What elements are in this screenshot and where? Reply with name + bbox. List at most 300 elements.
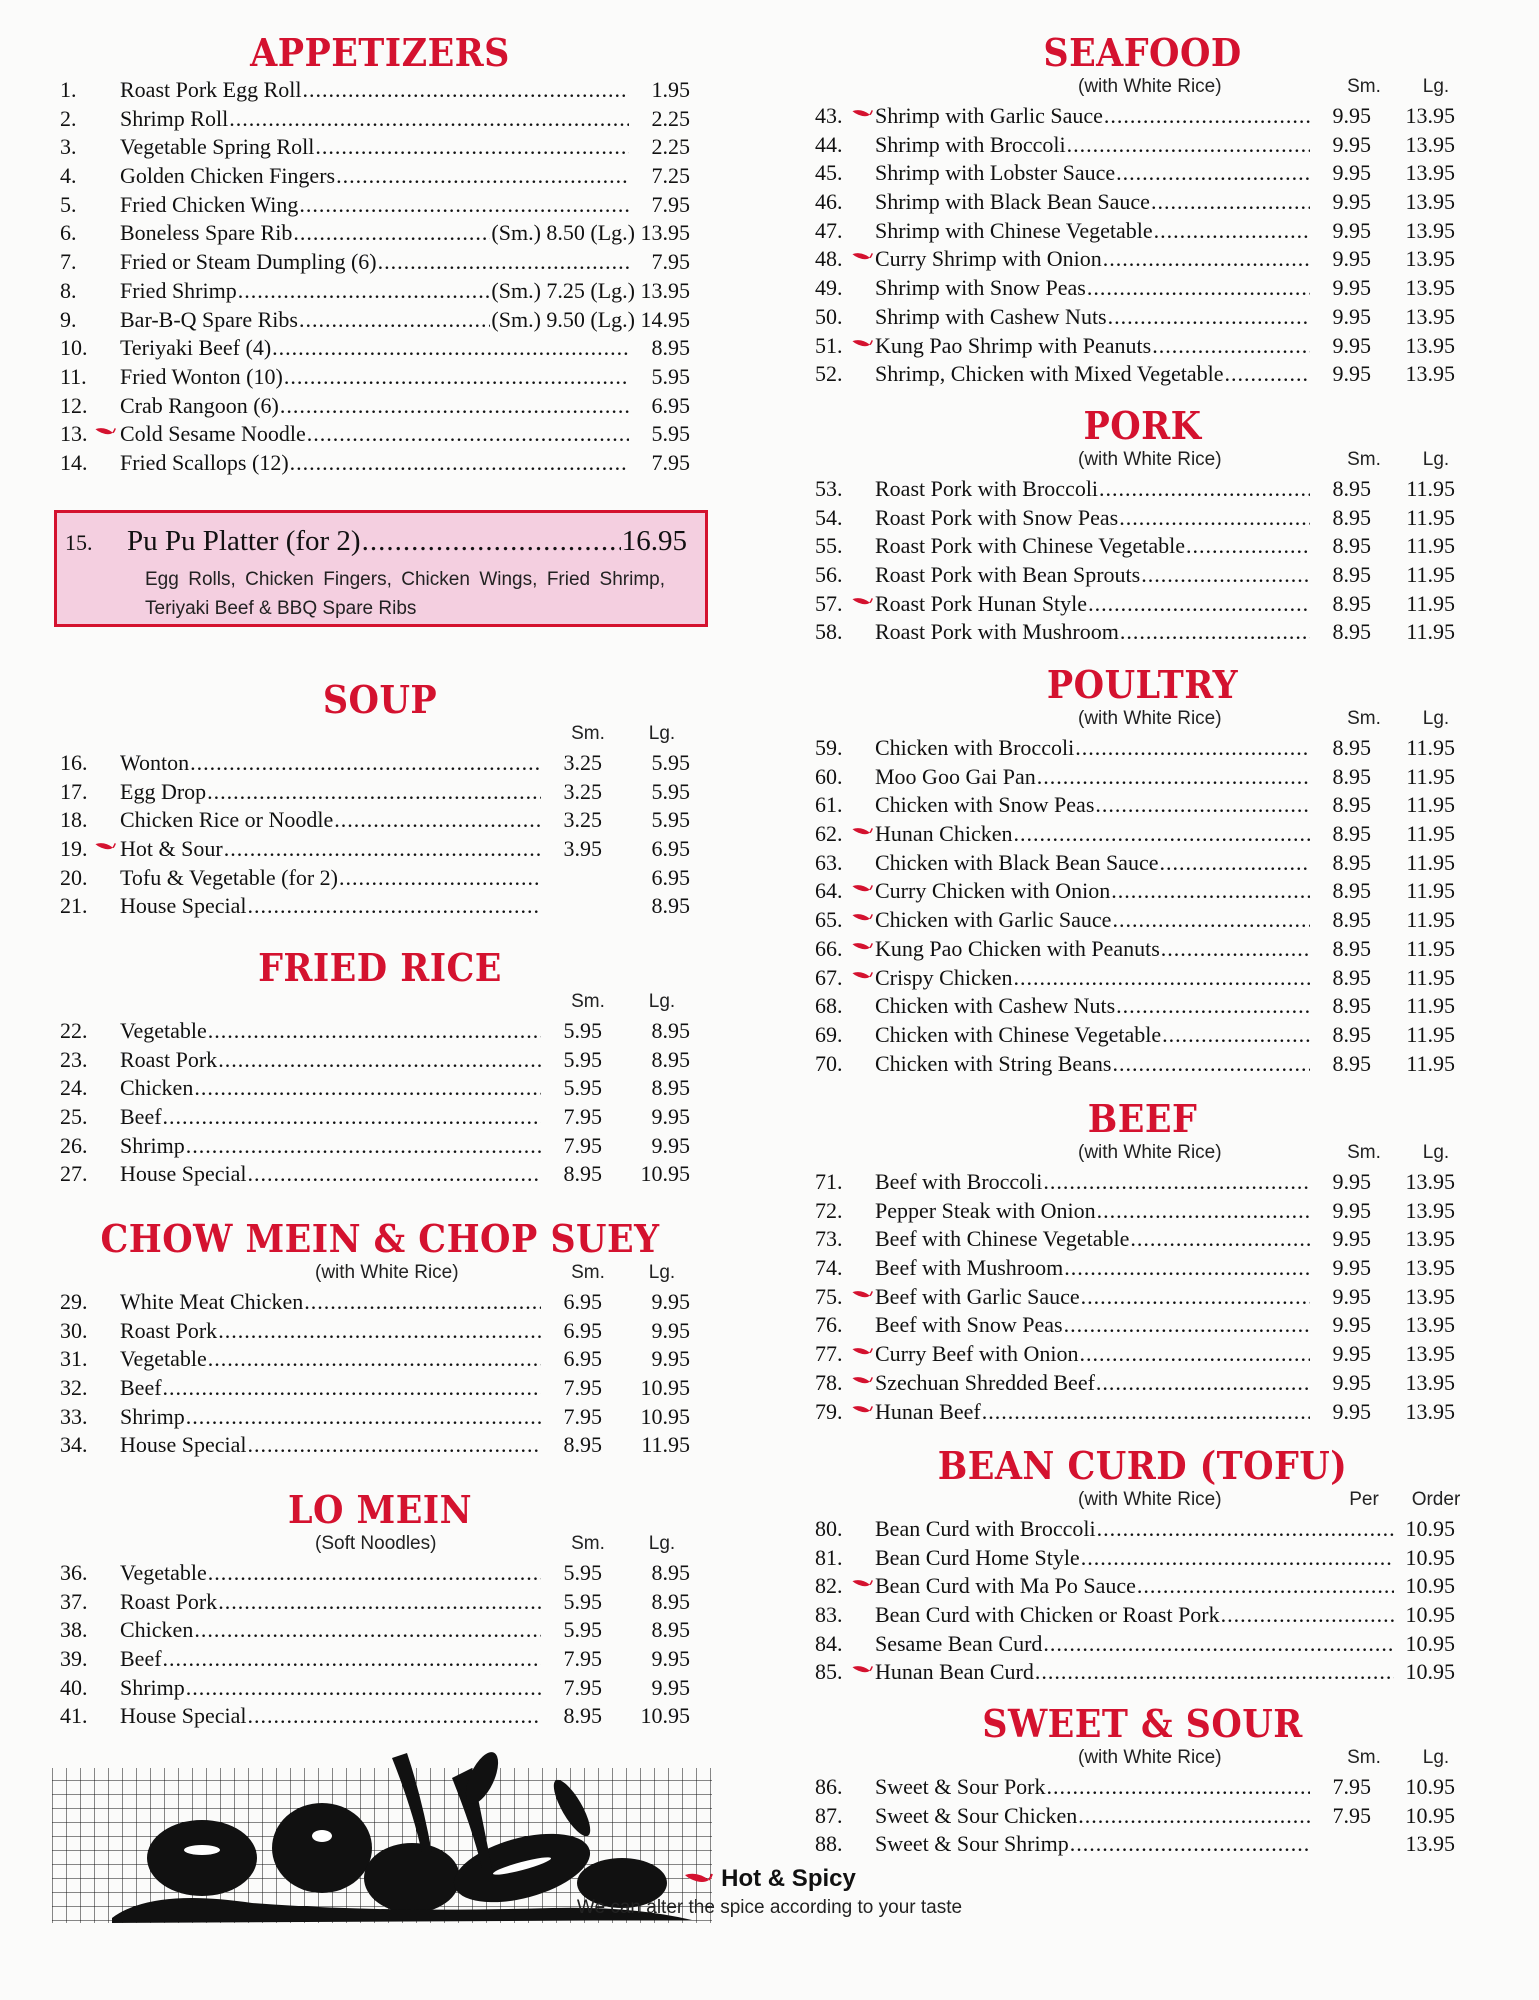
section-pork (815, 403, 1470, 647)
item-price-large: 13.95 (1405, 1283, 1455, 1309)
item-number: 47. (815, 217, 843, 243)
section-title: SEAFOOD (1043, 30, 1242, 75)
hot-spicy-legend (0, 1865, 1539, 1919)
column-header-large: Lg. (1422, 708, 1450, 729)
menu-item (815, 1773, 1455, 1802)
item-price-large: 11.95 (1406, 619, 1455, 645)
item-number: 29. (60, 1289, 88, 1314)
item-name: Beef with Broccoli (875, 1169, 1043, 1194)
item-number: 16. (60, 750, 88, 775)
dot-leader (247, 1702, 541, 1731)
dot-leader (1097, 1515, 1394, 1544)
menu-item (815, 1658, 1455, 1687)
item-price-large: 11.95 (1406, 907, 1455, 933)
dot-leader (1162, 1021, 1310, 1050)
dot-leader (1103, 245, 1310, 274)
dot-leader (1087, 274, 1310, 303)
dot-leader (272, 334, 629, 363)
section-soup (60, 677, 700, 921)
section-subheader (815, 1747, 1470, 1773)
item-name: Roast Pork with Snow Peas (875, 504, 1119, 530)
item-price-small: 8.95 (563, 1703, 602, 1729)
dot-leader (1111, 877, 1310, 906)
item-number: 41. (60, 1703, 88, 1729)
item-number: 17. (60, 778, 88, 804)
item-number: 66. (815, 935, 843, 961)
item-name: Shrimp with Black Bean Sauce (875, 189, 1150, 215)
menu-item (60, 1431, 690, 1460)
item-number: 5. (60, 191, 77, 217)
item-number: 51. (815, 332, 843, 358)
item-number: 37. (60, 1588, 88, 1614)
dot-leader (238, 277, 491, 306)
menu-item (815, 360, 1455, 389)
item-name: Sesame Bean Curd (875, 1630, 1043, 1656)
item-number: 50. (815, 303, 843, 329)
item-price-small: 5.95 (651, 363, 690, 389)
item-name: Chicken with Broccoli (875, 735, 1075, 760)
item-name: House Special (120, 1432, 247, 1458)
item-price-small: 10.95 (1405, 1659, 1455, 1685)
menu-item (60, 363, 690, 392)
menu-item (60, 778, 690, 807)
dot-leader (1088, 590, 1310, 619)
chili-pepper-icon (851, 107, 873, 121)
dot-leader (247, 892, 541, 921)
item-price-large: 9.95 (651, 1674, 690, 1700)
item-name: Chicken (120, 1075, 194, 1101)
dot-leader (1013, 820, 1310, 849)
section-subheader (815, 449, 1470, 475)
item-name: Sweet & Sour Chicken (875, 1802, 1078, 1828)
item-number: 73. (815, 1226, 843, 1252)
item-description: Egg Rolls, Chicken Fingers, Chicken Wings, Fried Shrimp, Teriyaki Beef & BBQ Spare Ribs (145, 569, 665, 619)
dot-leader (163, 1645, 541, 1674)
item-price-large: 13.95 (1405, 189, 1455, 215)
chili-pepper-icon (851, 1345, 873, 1359)
dot-leader (304, 1288, 541, 1317)
item-price-small: 3.95 (563, 836, 602, 862)
item-name: Chicken Rice or Noodle (120, 807, 334, 833)
item-name: Hunan Beef (875, 1398, 981, 1424)
menu-item (60, 277, 690, 306)
dot-leader (1095, 791, 1310, 820)
item-number: 49. (815, 275, 843, 301)
item-price-large: 11.95 (1406, 504, 1455, 530)
item-price-small: 9.95 (1332, 217, 1371, 243)
item-price-small: 8.95 (1332, 849, 1371, 875)
section-title: BEAN CURD (TOFU) (937, 1443, 1348, 1488)
item-name: Moo Goo Gai Pan (875, 763, 1036, 789)
menu-item (815, 102, 1455, 131)
item-name: Hot & Sour (120, 836, 223, 862)
item-name: Sweet & Sour Shrimp (875, 1831, 1069, 1857)
item-price-small: (Sm.) 9.50 (Lg.) 14.95 (491, 306, 690, 332)
item-number: 2. (60, 105, 77, 131)
item-name: Wonton (120, 750, 190, 775)
dot-leader (982, 1398, 1310, 1427)
item-name: Beef with Chinese Vegetable (875, 1226, 1130, 1252)
column-header-small: Sm. (1347, 1142, 1381, 1163)
menu-item (60, 420, 690, 449)
item-name: Chicken with Garlic Sauce (875, 907, 1112, 933)
dot-leader (1112, 1050, 1310, 1079)
item-price-large: 11.95 (1406, 964, 1455, 990)
menu-item (60, 1645, 690, 1674)
item-name: Fried or Steam Dumpling (6) (120, 249, 377, 275)
item-price-large: 10.95 (640, 1375, 690, 1401)
menu-item (815, 131, 1455, 160)
item-number: 87. (815, 1802, 843, 1828)
dot-leader (299, 191, 629, 220)
item-name: Roast Pork (120, 1046, 218, 1072)
item-price-small: 7.95 (1332, 1774, 1371, 1799)
dot-leader (1116, 992, 1310, 1021)
item-price-large: 11.95 (1406, 590, 1455, 616)
menu-item (60, 1588, 690, 1617)
item-number: 33. (60, 1403, 88, 1429)
item-price-small: 8.95 (1332, 533, 1371, 559)
dot-leader (1070, 1830, 1310, 1859)
chili-pepper-icon (851, 882, 873, 896)
menu-item (815, 561, 1455, 590)
chili-pepper-icon (851, 1663, 873, 1677)
item-name: Shrimp with Chinese Vegetable (875, 217, 1153, 243)
item-number: 44. (815, 131, 843, 157)
menu-item (815, 303, 1455, 332)
item-price-large: 13.95 (1405, 160, 1455, 186)
item-price-large: 9.95 (651, 1289, 690, 1314)
item-price-small: 5.95 (563, 1018, 602, 1043)
item-number: 84. (815, 1630, 843, 1656)
section-title: APPETIZERS (250, 30, 510, 75)
item-price-small: 9.95 (1332, 1197, 1371, 1223)
menu-item (815, 1802, 1455, 1831)
item-price-small: 7.95 (563, 1646, 602, 1672)
column-header-small: Sm. (1347, 76, 1381, 97)
menu-item (815, 849, 1455, 878)
item-price-large: 13.95 (1405, 103, 1455, 128)
item-number: 36. (60, 1560, 88, 1585)
dot-leader (1096, 1369, 1310, 1398)
item-price-large: 9.95 (651, 1646, 690, 1672)
item-number: 34. (60, 1432, 88, 1458)
item-price-large: 11.95 (1406, 935, 1455, 961)
item-price-small: 9.95 (1332, 361, 1371, 387)
column-header-small: Sm. (1347, 708, 1381, 729)
dot-leader (284, 363, 629, 392)
dot-leader (208, 1345, 541, 1374)
item-number: 13. (60, 421, 88, 447)
chili-pepper-icon (851, 969, 873, 983)
menu-item (815, 1515, 1455, 1544)
item-number: 88. (815, 1831, 843, 1857)
item-price-small: 7.25 (651, 163, 690, 189)
item-number: 64. (815, 878, 843, 904)
menu-item (815, 1021, 1455, 1050)
menu-item (60, 1374, 690, 1403)
column-header-small: Per (1349, 1489, 1379, 1510)
item-number: 40. (60, 1674, 88, 1700)
column-header-large: Lg. (648, 723, 676, 744)
item-number: 32. (60, 1375, 88, 1401)
item-price-small: 8.95 (1332, 504, 1371, 530)
item-price-small: 10.95 (1405, 1544, 1455, 1570)
menu-item (60, 1046, 690, 1075)
dot-leader (190, 749, 541, 778)
item-number: 39. (60, 1646, 88, 1672)
item-price-large: 13.95 (1405, 131, 1455, 157)
item-price-small: 2.25 (651, 105, 690, 131)
item-number: 69. (815, 1021, 843, 1047)
menu-item (815, 1369, 1455, 1398)
dot-leader (1099, 475, 1310, 504)
item-price-small: 8.95 (1332, 476, 1371, 501)
menu-item (815, 763, 1455, 792)
item-name: Roast Pork Hunan Style (875, 590, 1088, 616)
item-number: 60. (815, 763, 843, 789)
column-header-large: Order (1411, 1489, 1461, 1510)
item-number: 71. (815, 1169, 843, 1194)
item-price-small: (Sm.) 7.25 (Lg.) 13.95 (491, 277, 690, 303)
item-number: 43. (815, 103, 843, 128)
item-price-large: 13.95 (1405, 1341, 1455, 1367)
item-name: Vegetable (120, 1560, 207, 1585)
item-price-small: 9.95 (1332, 1341, 1371, 1367)
item-name: Hunan Chicken (875, 821, 1013, 847)
item-name: Vegetable Spring Roll (120, 134, 315, 160)
item-price-small: 8.95 (1332, 792, 1371, 818)
item-number: 61. (815, 792, 843, 818)
item-price-small: 9.95 (1332, 1312, 1371, 1338)
menu-item (60, 1160, 690, 1189)
dot-leader (1221, 1601, 1394, 1630)
section-note: (with White Rice) (1078, 449, 1222, 470)
menu-item (815, 1283, 1455, 1312)
item-price-small: 9.95 (1332, 131, 1371, 157)
dot-leader (1119, 504, 1310, 533)
chili-pepper-icon (851, 595, 873, 609)
menu-item (815, 245, 1455, 274)
dot-leader (1047, 1773, 1311, 1802)
section-subheader (60, 1262, 700, 1288)
menu-item (815, 1340, 1455, 1369)
menu-item (60, 1103, 690, 1132)
chili-pepper-icon (851, 825, 873, 839)
item-price-small: 9.95 (1332, 1255, 1371, 1281)
item-number: 31. (60, 1346, 88, 1372)
column-header-large: Lg. (648, 1262, 676, 1283)
column-header-small: Sm. (1347, 449, 1381, 470)
item-price-small: 8.95 (563, 1432, 602, 1458)
item-price-large: 11.95 (1406, 792, 1455, 818)
menu-item (60, 1559, 690, 1588)
item-name: Shrimp (120, 1403, 185, 1429)
menu-item (815, 935, 1455, 964)
menu-item (60, 76, 690, 105)
menu-item (815, 1601, 1455, 1630)
item-price-small: 8.95 (1332, 562, 1371, 588)
dot-leader (247, 1431, 541, 1460)
menu-item (815, 964, 1455, 993)
item-name: Shrimp with Snow Peas (875, 275, 1086, 301)
item-price-small: 7.95 (1332, 1802, 1371, 1828)
menu-item (815, 734, 1455, 763)
item-price-small: 6.95 (563, 1289, 602, 1314)
item-price-small: 5.95 (563, 1617, 602, 1643)
menu-item (815, 1050, 1455, 1079)
dot-leader (163, 1103, 541, 1132)
item-price-small: 8.95 (1332, 935, 1371, 961)
dot-leader (194, 1616, 541, 1645)
item-name: Roast Pork (120, 1588, 218, 1614)
item-price-large: 10.95 (640, 1161, 690, 1187)
column-header-small: Sm. (571, 1262, 605, 1283)
item-price-small: 6.95 (563, 1346, 602, 1372)
item-price-large: 11.95 (1406, 821, 1455, 847)
item-number: 10. (60, 335, 88, 361)
item-name: Teriyaki Beef (4) (120, 335, 272, 361)
dot-leader (218, 1046, 541, 1075)
item-price-large: 6.95 (651, 836, 690, 862)
item-name: Vegetable (120, 1018, 207, 1043)
column-header-small: Sm. (571, 1533, 605, 1554)
menu-item (815, 1398, 1455, 1427)
item-name: Bean Curd Home Style (875, 1544, 1080, 1570)
menu-item (60, 1288, 690, 1317)
dot-leader (224, 835, 541, 864)
item-price-large: 11.95 (1406, 476, 1455, 501)
item-number: 80. (815, 1516, 843, 1541)
item-price-large: 8.95 (651, 1560, 690, 1585)
section-lo-mein (60, 1487, 700, 1731)
column-header-large: Lg. (1422, 449, 1450, 470)
dot-leader (1116, 159, 1310, 188)
dot-leader (218, 1588, 541, 1617)
dot-leader (315, 133, 629, 162)
item-name: Roast Pork with Mushroom (875, 619, 1119, 645)
item-price-small: 9.95 (1332, 332, 1371, 358)
item-number: 86. (815, 1774, 843, 1799)
section-title: CHOW MEIN & CHOP SUEY (100, 1216, 660, 1261)
item-number: 75. (815, 1283, 843, 1309)
item-number: 70. (815, 1050, 843, 1076)
item-name: Shrimp (120, 1132, 185, 1158)
dot-leader (229, 105, 629, 134)
item-price-small: 6.95 (563, 1317, 602, 1343)
item-price-large: 11.95 (1406, 763, 1455, 789)
dot-leader (1067, 131, 1310, 160)
item-price-small: 3.25 (563, 807, 602, 833)
item-price-small: 2.25 (651, 134, 690, 160)
item-price-small: 1.95 (651, 77, 690, 102)
dot-leader (1104, 102, 1310, 131)
section-sweet-sour (815, 1701, 1470, 1859)
dot-leader (1064, 1311, 1310, 1340)
section-note: (with White Rice) (1078, 76, 1222, 97)
item-number: 23. (60, 1046, 88, 1072)
dot-leader (336, 162, 629, 191)
item-price-large: 9.95 (651, 1132, 690, 1158)
item-number: 79. (815, 1398, 843, 1424)
dot-leader (1130, 1225, 1310, 1254)
item-price-small: 9.95 (1332, 1398, 1371, 1424)
menu-item (60, 306, 690, 335)
item-price-large: 11.95 (1406, 1021, 1455, 1047)
item-price-large: 13.95 (1405, 1831, 1455, 1857)
item-price-small: 7.95 (651, 449, 690, 475)
section-beef (815, 1096, 1470, 1426)
item-number: 26. (60, 1132, 88, 1158)
item-name: Fried Wonton (10) (120, 363, 283, 389)
menu-item (60, 864, 690, 893)
item-name: Bean Curd with Chicken or Roast Pork (875, 1602, 1220, 1628)
item-name: Bar-B-Q Spare Ribs (120, 306, 298, 332)
section-note: (with White Rice) (1078, 1747, 1222, 1768)
menu-item (60, 1702, 690, 1731)
column-header-small: Sm. (1347, 1747, 1381, 1768)
item-number: 21. (60, 893, 88, 919)
item-name: Roast Pork with Chinese Vegetable (875, 533, 1185, 559)
item-name: Roast Pork Egg Roll (120, 77, 302, 102)
menu-item (60, 1674, 690, 1703)
item-number: 58. (815, 619, 843, 645)
item-number: 11. (60, 363, 87, 389)
menu-item (60, 1132, 690, 1161)
item-number: 83. (815, 1602, 843, 1628)
item-name: Chicken with Black Bean Sauce (875, 849, 1159, 875)
dot-leader (1079, 1340, 1310, 1369)
chili-pepper-icon (851, 911, 873, 925)
item-number: 38. (60, 1617, 88, 1643)
menu-item (815, 1311, 1455, 1340)
menu-item (815, 159, 1455, 188)
item-price-small: 10.95 (1405, 1516, 1455, 1541)
item-number: 30. (60, 1317, 88, 1343)
legend-label: Hot & Spicy (721, 1865, 856, 1892)
item-price-small: 7.95 (651, 249, 690, 275)
item-price-large: 13.95 (1405, 246, 1455, 272)
section-title: POULTRY (1046, 662, 1239, 707)
item-price-small: 7.95 (563, 1403, 602, 1429)
item-price-small: 9.95 (1332, 303, 1371, 329)
item-price-large: 9.95 (651, 1317, 690, 1343)
item-number: 45. (815, 160, 843, 186)
item-price-large: 10.95 (640, 1403, 690, 1429)
item-name: Chicken with String Beans (875, 1050, 1112, 1076)
item-name: Golden Chicken Fingers (120, 163, 336, 189)
item-name: White Meat Chicken (120, 1289, 304, 1314)
item-price-small: 8.95 (1332, 1050, 1371, 1076)
section-title: BEEF (1087, 1096, 1198, 1141)
item-number: 27. (60, 1161, 88, 1187)
item-price-small: 8.95 (1332, 763, 1371, 789)
item-number: 15. (65, 530, 93, 555)
dot-leader (293, 219, 490, 248)
item-price-large: 13.95 (1405, 1197, 1455, 1223)
item-number: 77. (815, 1341, 843, 1367)
item-name: Chicken with Cashew Nuts (875, 993, 1116, 1019)
item-price-small: 9.95 (1332, 246, 1371, 272)
item-price-small: 8.95 (1332, 993, 1371, 1019)
item-number: 25. (60, 1104, 88, 1130)
item-name: Curry Shrimp with Onion (875, 246, 1102, 272)
dot-leader (208, 1559, 541, 1588)
item-number: 54. (815, 504, 843, 530)
dot-leader (1120, 618, 1310, 647)
item-number: 19. (60, 836, 88, 862)
dot-leader (194, 1074, 541, 1103)
